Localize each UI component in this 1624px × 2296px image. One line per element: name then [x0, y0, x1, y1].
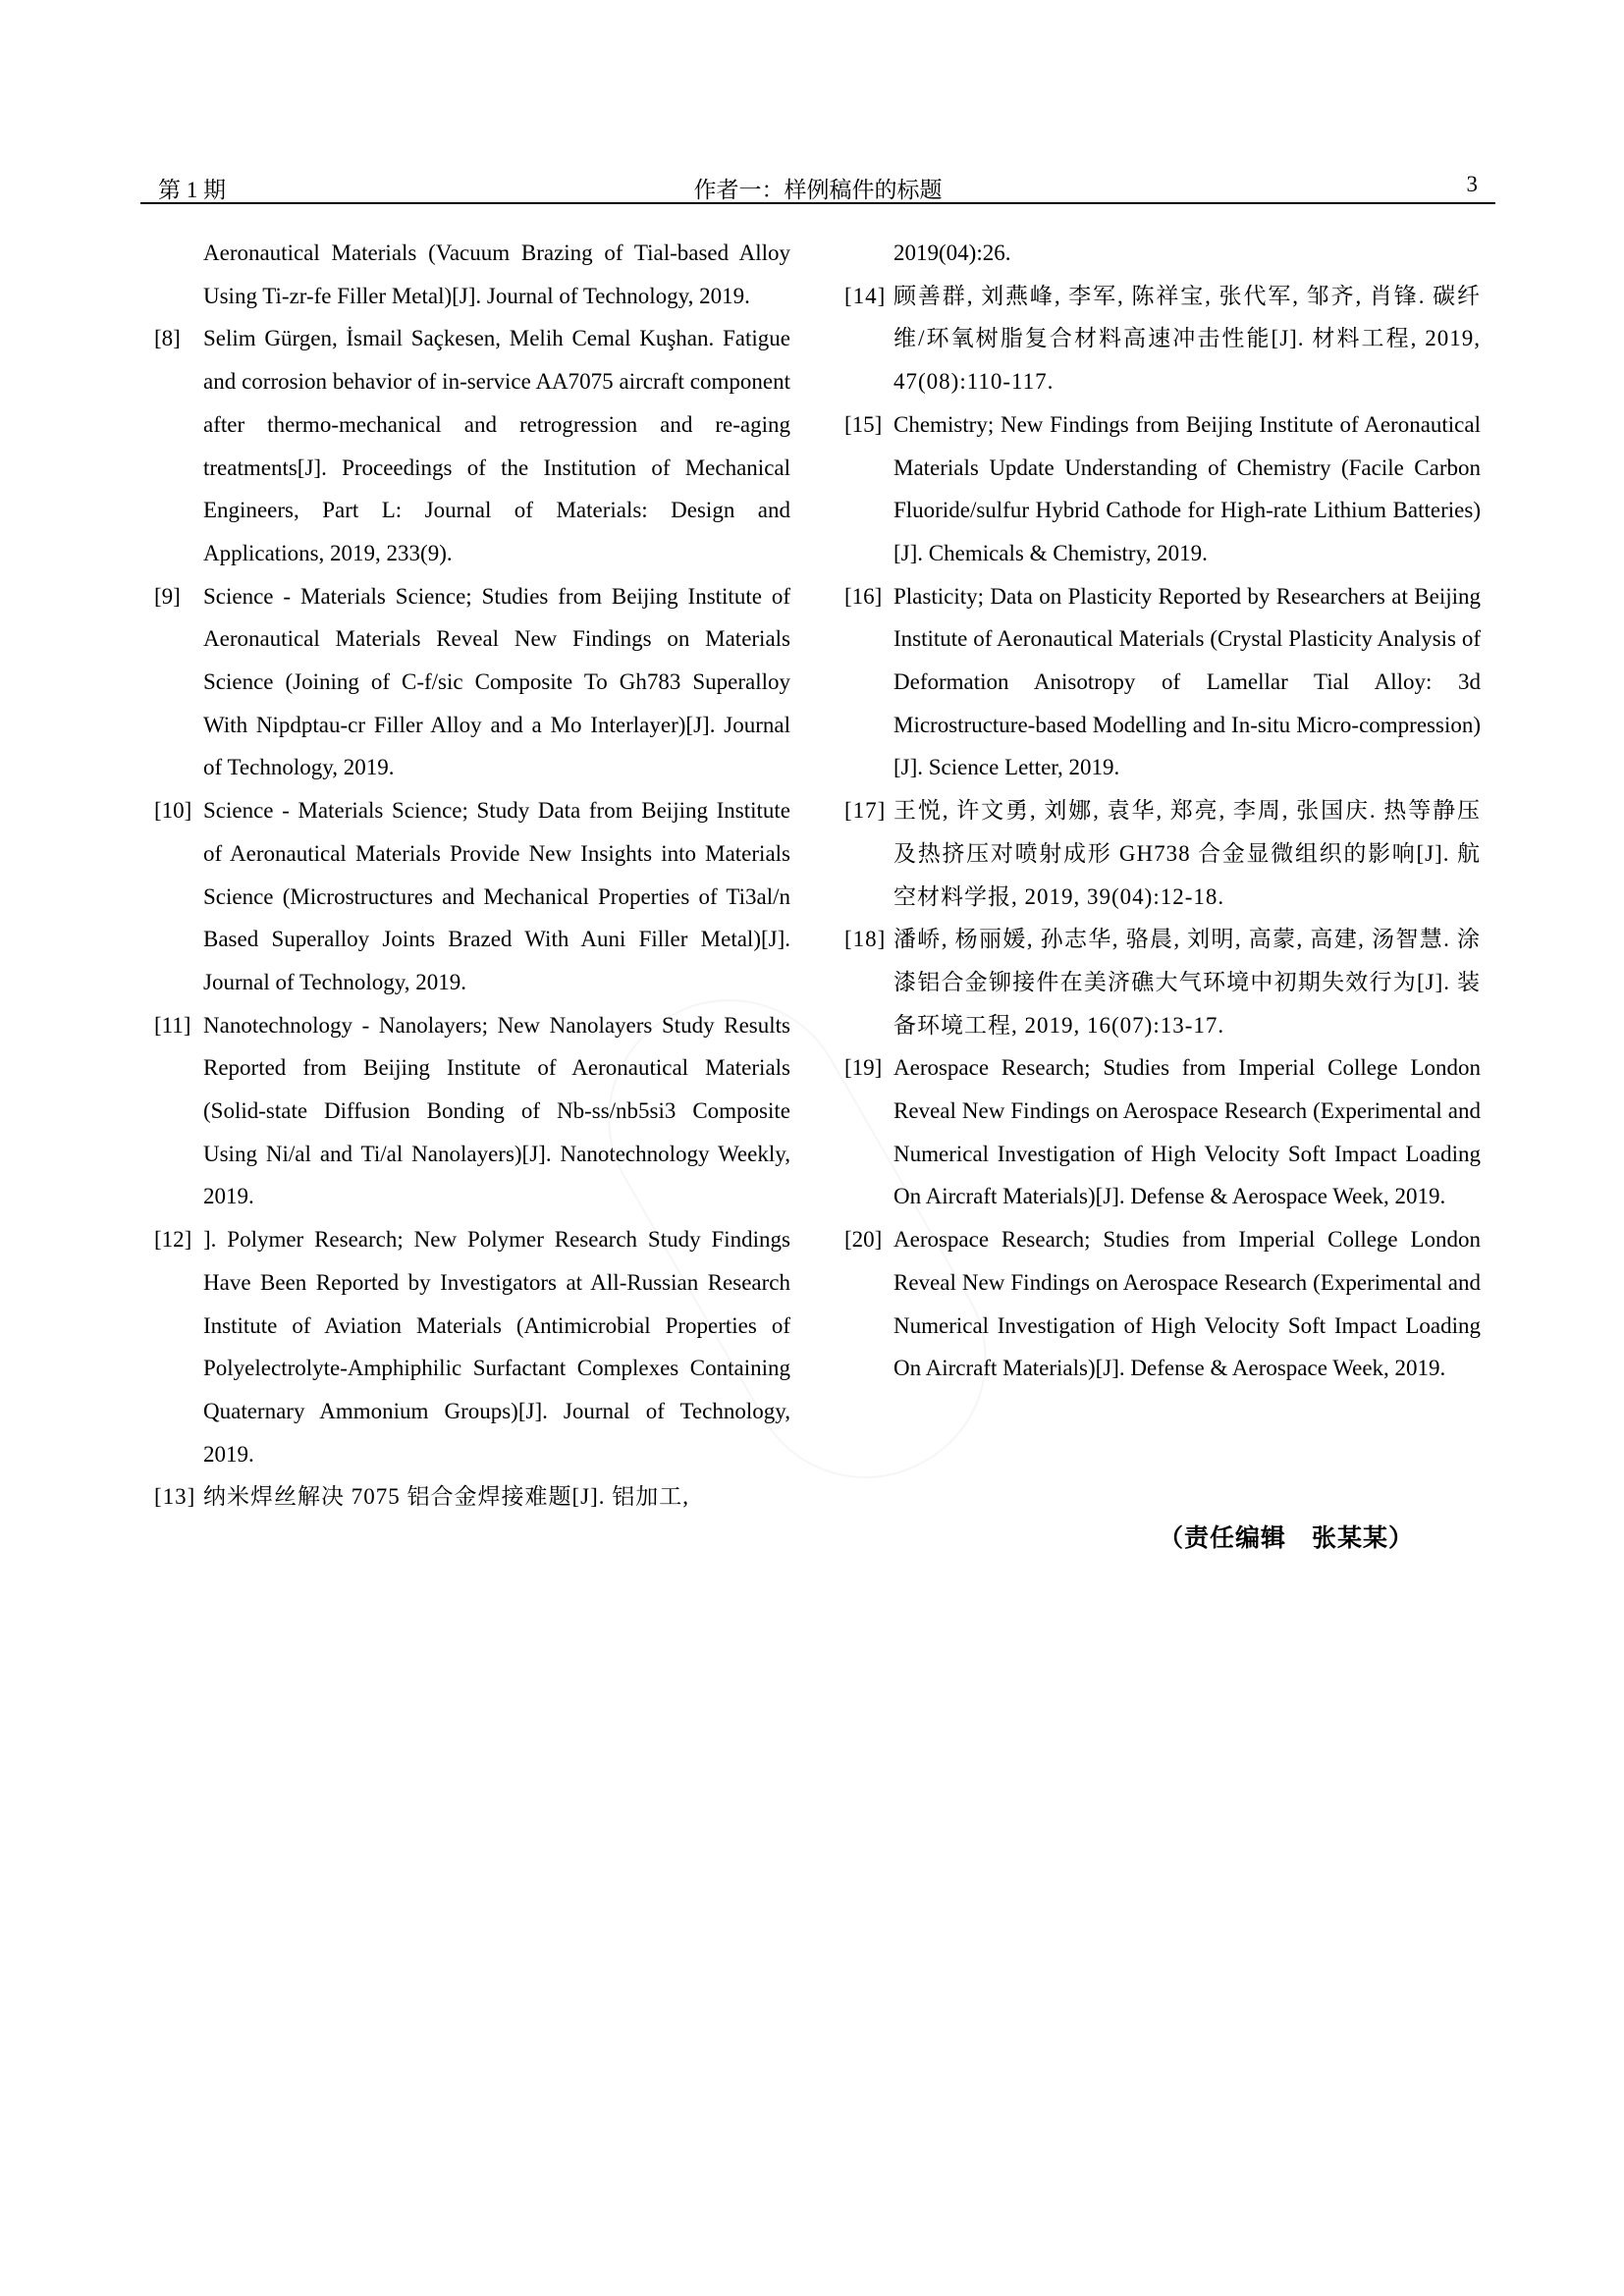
- reference-text: Selim Gürgen, İsmail Saçkesen, Melih Cemal Kuşhan. Fatigue and corrosion behavior of in-service AA7075 aircraft component after thermo-mechanical and retrogression and re-aging treatments[J]. Proceedings of the Institution of Mechanical Engineers, Part L: Journal of Materials: Design and Applications, 2019, 233(9).: [203, 326, 790, 565]
- reference-item: [844, 1218, 1481, 1390]
- reference-item: [154, 317, 790, 574]
- reference-text: 2019(04):26.: [893, 240, 1011, 265]
- reference-text: Science - Materials Science; Study Data from Beijing Institute of Aeronautical Materials Provide New Insights into Materials Science (Microstructures and Mechanical Properties of Ti3al/n Based Superalloy Joints Brazed With Auni Filler Metal)[J]. Journal of Technology, 2019.: [203, 798, 790, 994]
- reference-text: Aerospace Research; Studies from Imperial College London Reveal New Findings on Aerospace Research (Experimental and Numerical Investigation of High Velocity Soft Impact Loading On Aircraft Materials)[J]. Defense & Aerospace Week, 2019.: [893, 1055, 1481, 1209]
- reference-text: ]. Polymer Research; New Polymer Research Study Findings Have Been Reported by Investigators at All-Russian Research Institute of Aviation Materials (Antimicrobial Properties of Polyelectrolyte-Amphiphilic Surfactant Complexes Containing Quaternary Ammonium Groups)[J]. Journal of Technology, 2019.: [203, 1227, 790, 1467]
- reference-text: Chemistry; New Findings from Beijing Institute of Aeronautical Materials Update Understanding of Chemistry (Facile Carbon Fluoride/sulfur Hybrid Cathode for High-rate Lithium Batteries)[J]. Chemicals & Chemistry, 2019.: [893, 411, 1481, 565]
- reference-item: [844, 575, 1481, 790]
- reference-text: Science - Materials Science; Studies from Beijing Institute of Aeronautical Materials Reveal New Findings on Materials Science (Joining of C-f/sic Composite To Gh783 Superalloy With Nipdptau-cr Filler Alloy and a Mo Interlayer)[J]. Journal of Technology, 2019.: [203, 583, 790, 780]
- reference-item: [154, 1475, 790, 1519]
- reference-text: 王悦, 许文勇, 刘娜, 袁华, 郑亮, 李周, 张国庆. 热等静压及热挤压对喷射成形 GH738 合金显微组织的影响[J]. 航空材料学报, 2019, 39(04):12-18.: [893, 798, 1481, 909]
- header-title: 作者一：样例稿件的标题: [693, 178, 943, 202]
- reference-number: [13]: [154, 1484, 196, 1510]
- reference-text: Plasticity; Data on Plasticity Reported by Researchers at Beijing Institute of Aeronautical Materials (Crystal Plasticity Analysis of Deformation Anisotropy of Lamellar Tial Alloy: 3d Microstructure-based Modelling and In-situ Micro-compression)[J]. Science Letter, 2019.: [893, 583, 1481, 780]
- reference-text: Aeronautical Materials (Vacuum Brazing of Tial-based Alloy Using Ti-zr-fe Filler Metal)[J]. Journal of Technology, 2019.: [203, 240, 790, 308]
- reference-number: [16]: [844, 583, 883, 609]
- reference-column-right: [844, 232, 1481, 1390]
- reference-number: [19]: [844, 1055, 883, 1081]
- reference-item: [844, 1046, 1481, 1218]
- reference-item: [844, 275, 1481, 403]
- reference-number: [14]: [844, 283, 887, 308]
- reference-item: [844, 232, 1481, 275]
- reference-number: [9]: [154, 583, 181, 609]
- running-header: [140, 172, 1495, 203]
- reference-item: [154, 575, 790, 790]
- reference-item: [844, 403, 1481, 575]
- reference-item: [154, 1218, 790, 1475]
- reference-text: 潘峤, 杨丽媛, 孙志华, 骆晨, 刘明, 高蒙, 高建, 汤智慧. 涂漆铝合金铆接件在美济礁大气环境中初期失效行为[J]. 装备环境工程, 2019, 16(07):13-17.: [893, 927, 1481, 1038]
- page-number: 3: [1466, 172, 1478, 196]
- reference-number: [12]: [154, 1227, 192, 1253]
- reference-item: [844, 918, 1481, 1046]
- reference-text: Aerospace Research; Studies from Imperial College London Reveal New Findings on Aerospace Research (Experimental and Numerical Investigation of High Velocity Soft Impact Loading On Aircraft Materials)[J]. Defense & Aerospace Week, 2019.: [893, 1227, 1481, 1381]
- header-issue: 第 1 期: [158, 178, 226, 202]
- reference-item: [154, 1004, 790, 1219]
- reference-item: [844, 789, 1481, 918]
- reference-number: [8]: [154, 326, 181, 351]
- reference-number: [20]: [844, 1227, 883, 1253]
- reference-text: 顾善群, 刘燕峰, 李军, 陈祥宝, 张代军, 邹齐, 肖锋. 碳纤维/环氧树脂复合材料高速冲击性能[J]. 材料工程, 2019, 47(08):110-117.: [893, 283, 1481, 395]
- reference-number: [18]: [844, 927, 887, 952]
- reference-column-left: [154, 232, 790, 1519]
- header-rule: [140, 202, 1495, 204]
- reference-number: [11]: [154, 1012, 191, 1038]
- reference-item: [154, 789, 790, 1004]
- reference-text: Nanotechnology - Nanolayers; New Nanolayers Study Results Reported from Beijing Institute of Aeronautical Materials (Solid-state Diffusion Bonding of Nb-ss/nb5si3 Composite Using Ni/al and Ti/al Nanolayers)[J]. Nanotechnology Weekly, 2019.: [203, 1012, 790, 1209]
- reference-number: [17]: [844, 798, 887, 824]
- reference-item: [154, 232, 790, 317]
- reference-number: [15]: [844, 411, 883, 437]
- reference-number: [10]: [154, 798, 192, 824]
- editor-note: （责任编辑 张某某）: [1159, 1523, 1415, 1552]
- reference-text: 纳米焊丝解决 7075 铝合金焊接难题[J]. 铝加工,: [203, 1484, 690, 1510]
